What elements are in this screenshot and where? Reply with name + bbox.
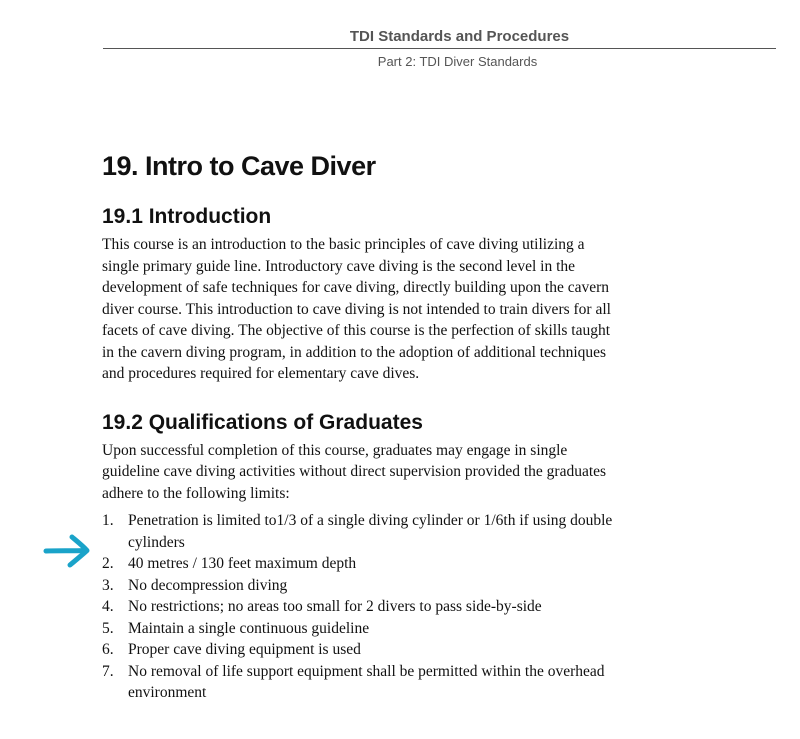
list-item-number: 7.: [102, 662, 114, 680]
list-item-number: 6.: [102, 641, 114, 658]
list-item: [102, 639, 622, 661]
list-item-text: No decompression diving: [128, 576, 288, 594]
list-item-text: Penetration is limited to1/3 of a single diving cylinder or 1/6th if using double cylinders: [128, 512, 613, 551]
list-item-text: Proper cave diving equipment is used: [128, 641, 361, 658]
list-item-text: No restrictions; no areas too small for 2 divers to pass side-by-side: [128, 598, 542, 615]
list-item: [102, 596, 622, 618]
list-item-number: 1.: [102, 512, 114, 529]
introduction-paragraph: This course is an introduction to the basic principles of cave diving utilizing a single primary guide line. Introductory cave diving is the second level in the development of safe techniques for cave diving, directly building upon the cavern diver course. This introduction to cave diving is not intended to train divers for all facets of cave diving. The objective of this course is the perfection of skills taught in the cavern diving program, in addition to the adoption of additional techniques and procedures required for elementary cave dives.: [102, 236, 611, 382]
chapter-title: 19. Intro to Cave Diver: [102, 151, 376, 181]
list-item-number: 3.: [102, 576, 114, 594]
list-item: [102, 618, 622, 640]
section-introduction-title: 19.1 Introduction: [102, 205, 272, 228]
running-header: [103, 26, 776, 70]
hand-drawn-arrow-icon: [42, 530, 94, 570]
section-qualifications-title: 19.2 Qualifications of Graduates: [102, 410, 423, 434]
list-item-number: 2.: [102, 555, 114, 572]
list-item-number: 5.: [102, 619, 114, 637]
qualifications-paragraph: Upon successful completion of this course, graduates may engage in single guideline cave diving activities without direct supervision provided the graduates adhere to the following limits:: [102, 441, 607, 502]
list-item: [102, 661, 622, 704]
header-rule: [103, 48, 776, 49]
list-item-text: No removal of life support equipment shall be permitted within the overhead environment: [128, 662, 605, 701]
list-item: [102, 510, 622, 553]
list-item: [102, 575, 622, 597]
list-item-text: Maintain a single continuous guideline: [128, 619, 370, 637]
document-title: TDI Standards and Procedures: [349, 28, 570, 45]
list-item: [102, 553, 622, 575]
limits-list: [102, 510, 622, 704]
page-content: [102, 146, 622, 704]
document-subtitle: Part 2: TDI Diver Standards: [377, 54, 538, 69]
list-item-text: 40 metres / 130 feet maximum depth: [128, 555, 357, 572]
list-item-number: 4.: [102, 598, 114, 615]
